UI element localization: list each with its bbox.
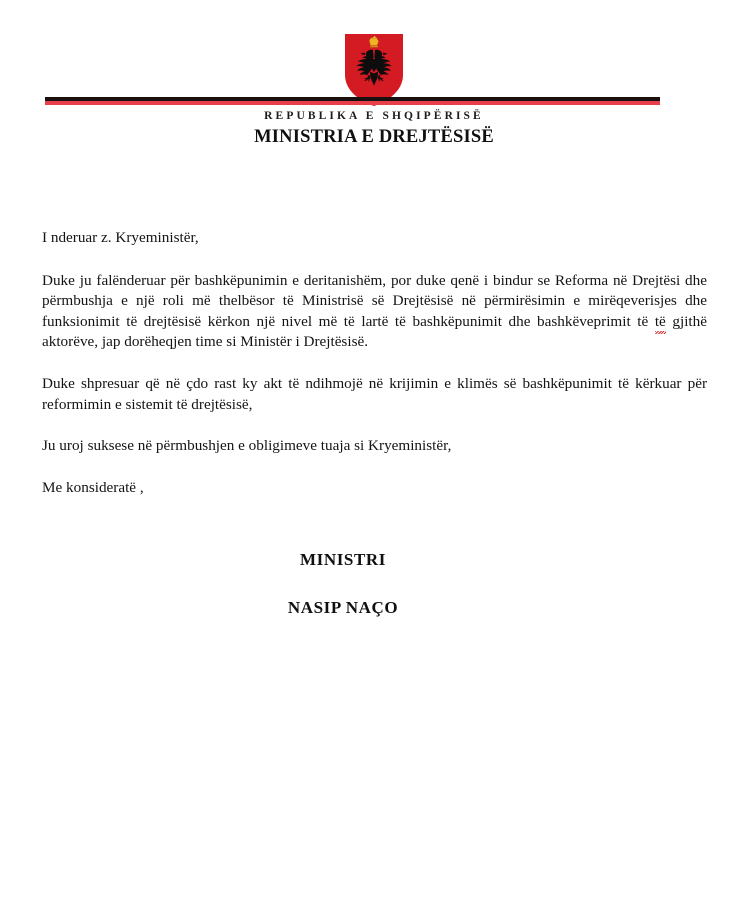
paragraph-3: Ju uroj suksese në përmbushjen e obligimeve tuaja si Kryeministër, xyxy=(42,437,452,455)
letterhead-divider xyxy=(45,97,660,105)
closing-paragraph: Me konsideratë , xyxy=(42,478,144,496)
paragraph-1-text-a: Duke ju falënderuar për bashkëpunimin e deritanishëm, por duke qenë i bindur se Reforma në Drejtësi dhe përmbushja e një roli më thelbësor të Ministrisë së Drejtësisë në përmirësimin e mirëqeverisjes dhe funksionimit të drejtësisë kërkon një nivel më të lartë të bashkëpunimit dhe bashkëveprimit të xyxy=(42,271,707,330)
signatory-name: NASIP NAÇO xyxy=(287,598,399,617)
paragraph-1 xyxy=(42,271,707,353)
emblem-container xyxy=(0,33,748,107)
albanian-coat-of-arms-icon xyxy=(343,33,405,107)
paragraph-2: Duke shpresuar që në çdo rast ky akt të ndihmojë në krijimin e klimës së bashkëpunimit të kërkuar për reformimin e sistemit të drejtësisë, xyxy=(42,374,707,413)
signatory-title: MINISTRI xyxy=(299,550,387,569)
letter-body xyxy=(42,228,707,498)
signature-block xyxy=(0,550,686,618)
salutation-paragraph: I nderuar z. Kryeministër, xyxy=(42,229,199,246)
divider-red-line xyxy=(45,101,660,105)
paragraph-1-text-b: gjithë aktorëve, jap dorëheqjen time si Ministër i Drejtësisë. xyxy=(42,312,707,351)
misspelled-word: të xyxy=(655,312,666,333)
republic-heading: REPUBLIKA E SHQIPËRISË xyxy=(264,110,484,122)
ministry-heading: MINISTRIA E DREJTËSISË xyxy=(254,127,494,147)
